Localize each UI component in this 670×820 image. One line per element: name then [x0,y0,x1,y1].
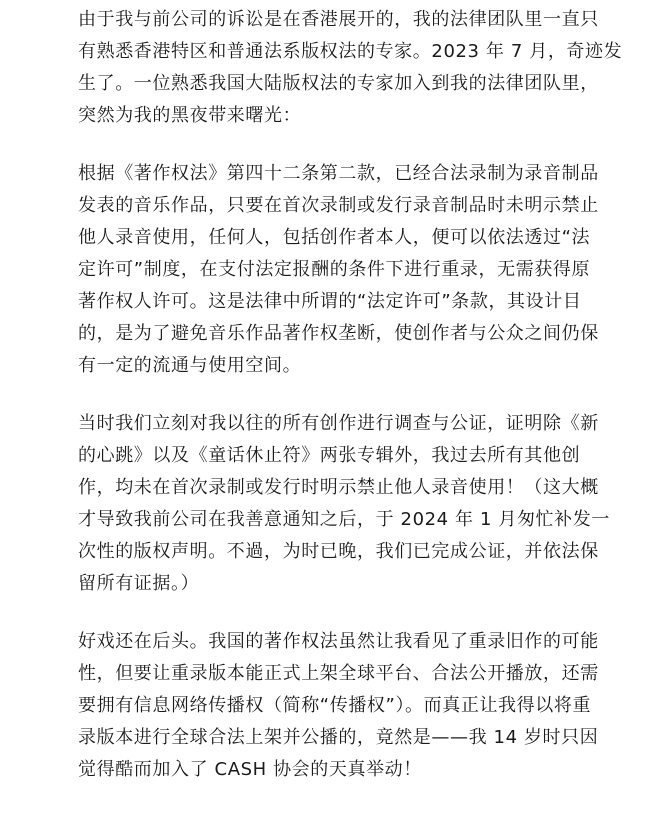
text-line: 的心跳》以及《童话休止符》两张专辑外，我过去所有其他创 [78,445,581,466]
text-line: 好戏还在后头。我国的著作权法虽然让我看见了重录旧作的可能 [78,631,599,652]
text-line: 作，均未在首次录制或发行时明示禁止他人录音使用！（这大概 [78,477,599,498]
paragraph-3 [78,408,610,600]
text-line: 留所有证据。） [78,573,200,594]
text-line: 有熟悉香港特区和普通法系版权法的专家。2023 年 7 月，奇迹发 [78,41,623,62]
text-line: 当时我们立刻对我以往的所有创作进行调查与公证，证明除《新 [78,413,599,434]
text-line: 他人录音使用，任何人，包括创作者本人，便可以依法透过“法 [78,227,591,248]
text-line: 著作权人许可。这是法律中所谓的“法定许可”条款，其设计目 [78,291,582,312]
text-line: 性，但要让重录版本能正式上架全球平台、合法公开播放，还需 [78,663,599,684]
text-line: 要拥有信息网络传播权（简称“传播权”）。而真正让我得以将重 [78,695,592,716]
paragraph-4 [78,626,598,786]
paragraph-1 [78,4,623,132]
text-line: 有一定的流通与使用空间。 [78,355,302,376]
text-line: 定许可”制度，在支付法定报酬的条件下进行重录，无需获得原 [78,259,591,280]
text-line: 的，是为了避免音乐作品著作权垄断，使创作者与公众之间仍保 [78,323,599,344]
article-body [78,4,623,820]
text-line: 生了。一位熟悉我国大陆版权法的专家加入到我的法律团队里， [78,73,599,94]
text-line: 觉得酷而加入了 CASH 协会的天真举动！ [78,759,422,780]
text-line: 根据《著作权法》第四十二条第二款，已经合法录制为录音制品 [78,163,599,184]
text-line: 由于我与前公司的诉讼是在香港展开的，我的法律团队里一直只 [78,9,599,30]
paragraph-2 [78,158,598,382]
text-line: 次性的版权声明。不過，为时已晚，我们已完成公证，并依法保 [78,541,599,562]
text-line: 录版本进行全球合法上架并公播的，竟然是——我 14 岁时只因 [78,727,599,748]
text-line: 才导致我前公司在我善意通知之后，于 2024 年 1 月匆忙补发一 [78,509,610,530]
text-line: 突然为我的黑夜带来曙光： [78,105,302,126]
text-line: 发表的音乐作品，只要在首次录制或发行录音制品时未明示禁止 [78,195,599,216]
